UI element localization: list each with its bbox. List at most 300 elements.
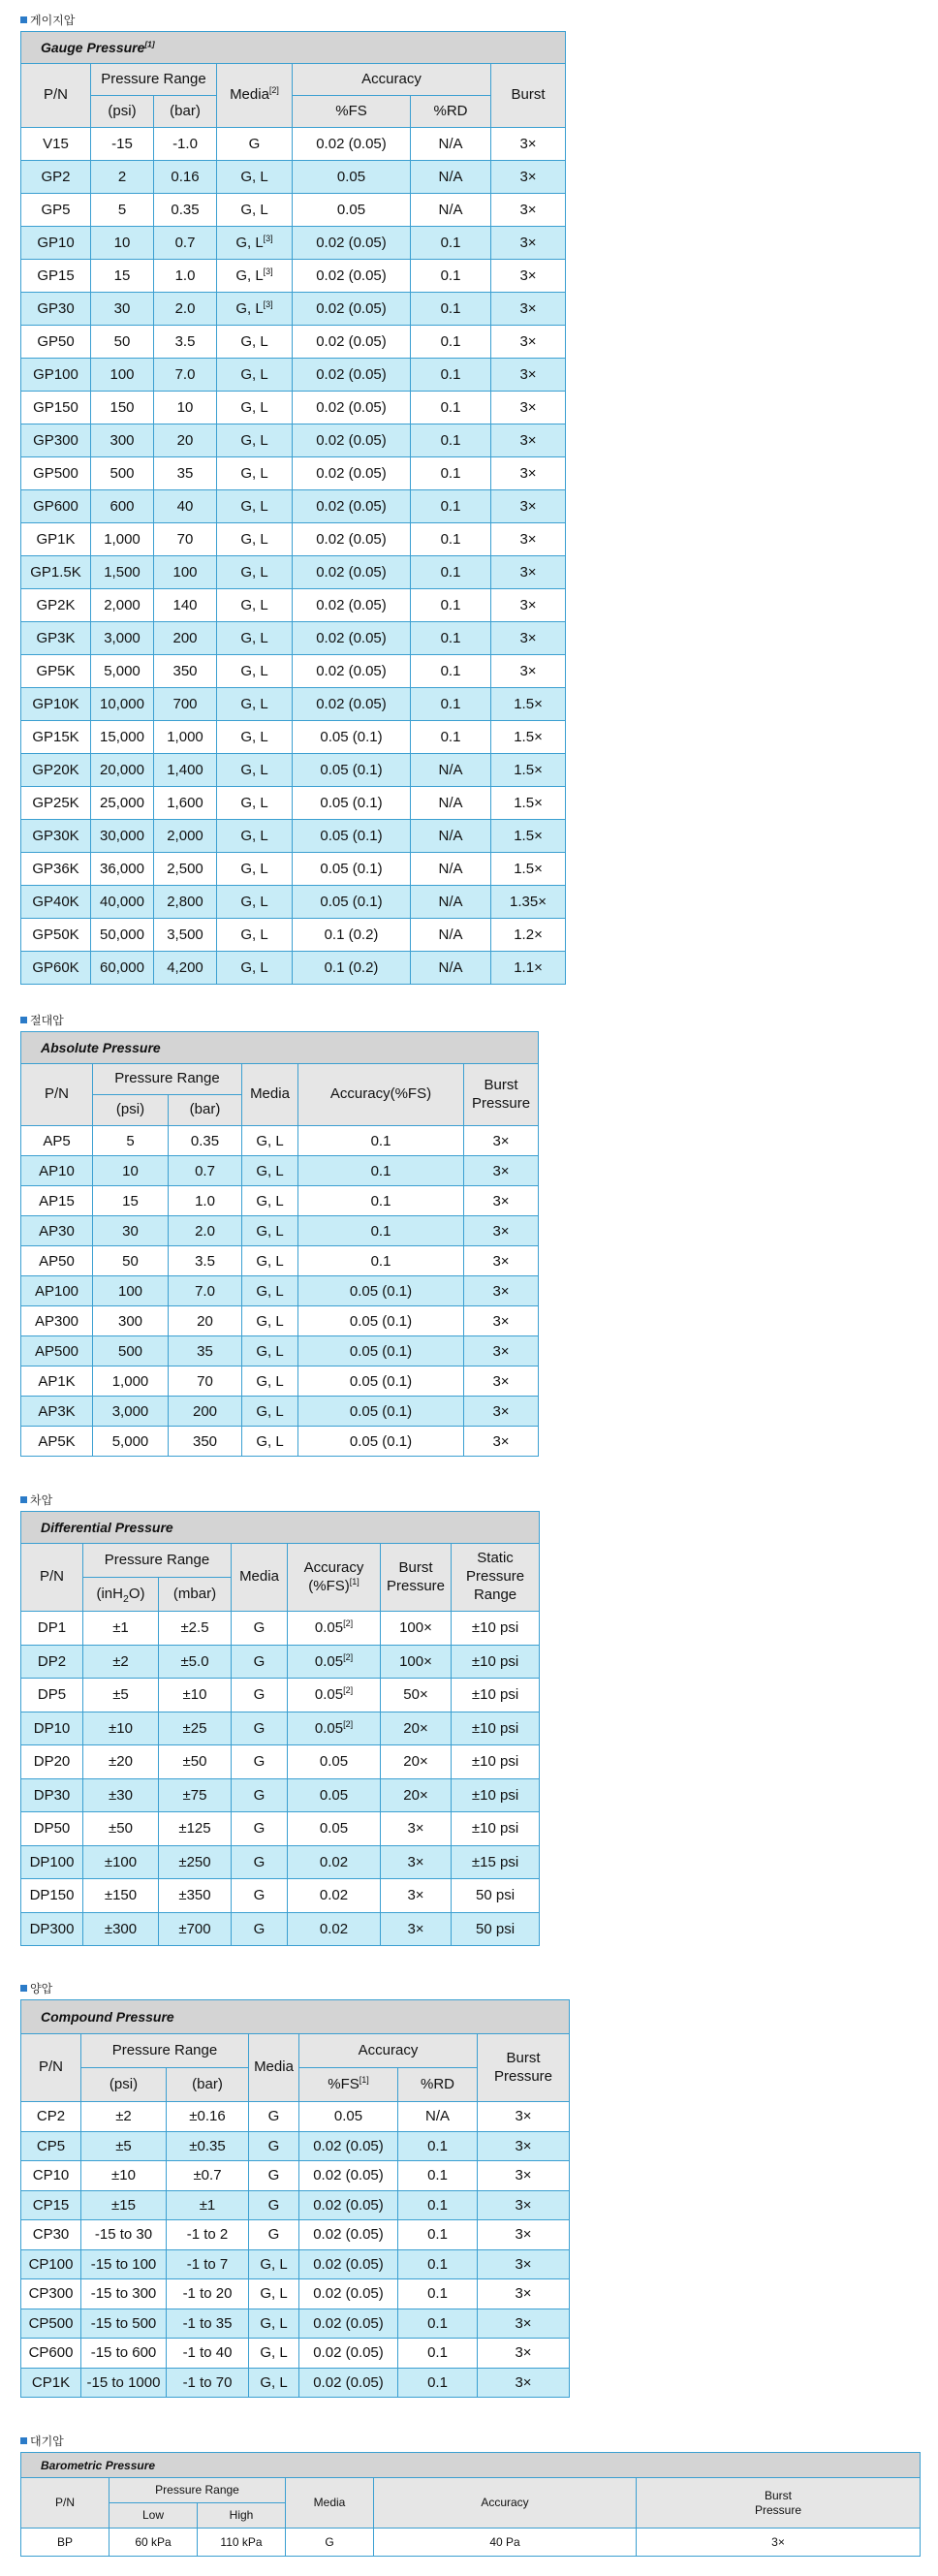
cell-media: G, L: [217, 392, 293, 424]
table-row: [21, 1156, 539, 1186]
cell-psi: -15 to 600: [81, 2339, 167, 2369]
cell-inh2o: ±30: [83, 1778, 159, 1812]
compound-pressure-table: [20, 1999, 570, 2398]
cell-bar: 2,800: [154, 886, 217, 919]
table-row: [21, 359, 566, 392]
cell-psi: 3,000: [91, 622, 154, 655]
cell-psi: 30,000: [91, 820, 154, 853]
header-accuracy: Accuracy: [293, 64, 491, 96]
table-row: [21, 424, 566, 457]
table-row: [21, 688, 566, 721]
cell-inh2o: ±50: [83, 1812, 159, 1846]
header-rd: %RD: [411, 96, 491, 128]
table-row: [21, 1186, 539, 1216]
cell-psi: ±15: [81, 2190, 167, 2220]
cell-burst: 100×: [381, 1612, 452, 1646]
cell-fs: 0.05 (0.1): [293, 886, 411, 919]
table-row: [21, 1276, 539, 1306]
cell-media: G, L: [242, 1367, 298, 1397]
cell-rd: N/A: [411, 886, 491, 919]
cell-rd: 0.1: [398, 2161, 478, 2191]
section-label-compound: [20, 1980, 52, 1996]
table-row: [21, 655, 566, 688]
cell-fs: 0.1 (0.2): [293, 919, 411, 952]
cell-pn: GP5K: [21, 655, 91, 688]
cell-bar: 20: [154, 424, 217, 457]
cell-psi: 40,000: [91, 886, 154, 919]
cell-psi: 10,000: [91, 688, 154, 721]
cell-acc: 0.1: [298, 1186, 464, 1216]
cell-pn: AP3K: [21, 1397, 93, 1427]
cell-media: G, L: [249, 2249, 299, 2279]
cell-rd: N/A: [411, 754, 491, 787]
cell-psi: 500: [93, 1336, 169, 1367]
cell-acc: 0.05[2]: [288, 1612, 381, 1646]
cell-rd: 0.1: [411, 359, 491, 392]
cell-bar: 35: [154, 457, 217, 490]
cell-fs: 0.02 (0.05): [299, 2309, 398, 2339]
cell-bar: 0.35: [154, 194, 217, 227]
header-pn: P/N: [21, 1064, 93, 1126]
cell-media: G, L: [217, 886, 293, 919]
cell-static: ±10 psi: [452, 1745, 540, 1779]
section-label-barometric: [20, 2433, 64, 2449]
cell-fs: 0.02 (0.05): [299, 2368, 398, 2398]
cell-burst: 3×: [464, 1427, 539, 1457]
header-accuracy: Accuracy: [299, 2034, 478, 2068]
cell-pn: GP5: [21, 194, 91, 227]
cell-burst: 3×: [381, 1845, 452, 1879]
cell-pn: GP600: [21, 490, 91, 523]
table-row: [21, 721, 566, 754]
cell-mbar: ±2.5: [159, 1612, 232, 1646]
header-mbar: (mbar): [159, 1578, 232, 1612]
cell-pn: CP600: [21, 2339, 81, 2369]
header-psi: (psi): [81, 2068, 167, 2102]
header-burst-pressure: Burst Pressure: [478, 2034, 570, 2102]
cell-media: G, L: [217, 622, 293, 655]
section-label-absolute: [20, 1012, 64, 1028]
cell-pn: GP20K: [21, 754, 91, 787]
cell-rd: N/A: [411, 853, 491, 886]
cell-fs: 0.05 (0.1): [293, 820, 411, 853]
cell-fs: 0.02 (0.05): [293, 688, 411, 721]
cell-burst: 3×: [464, 1306, 539, 1336]
section-label-text: 양압: [30, 1982, 53, 1995]
cell-burst: 3×: [491, 293, 566, 326]
cell-rd: 0.1: [398, 2309, 478, 2339]
cell-fs: 0.02 (0.05): [293, 359, 411, 392]
cell-fs: 0.02 (0.05): [293, 490, 411, 523]
header-media: Media: [232, 1544, 288, 1612]
cell-pn: GP2: [21, 161, 91, 194]
cell-burst: 1.1×: [491, 952, 566, 985]
cell-bar: 2.0: [154, 293, 217, 326]
cell-psi: 5: [93, 1126, 169, 1156]
cell-static: 50 psi: [452, 1879, 540, 1913]
cell-pn: DP50: [21, 1812, 83, 1846]
cell-burst: 20×: [381, 1778, 452, 1812]
cell-pn: V15: [21, 128, 91, 161]
section-label-differential: [20, 1492, 52, 1508]
cell-rd: 0.1: [398, 2249, 478, 2279]
cell-rd: 0.1: [398, 2368, 478, 2398]
bullet-square-icon: [20, 1985, 27, 1992]
cell-psi: ±10: [81, 2161, 167, 2191]
cell-psi: 5: [91, 194, 154, 227]
header-pn: P/N: [21, 64, 91, 128]
table-row: [21, 293, 566, 326]
cell-acc: 0.05[2]: [288, 1645, 381, 1679]
cell-media: G: [232, 1812, 288, 1846]
table-row: [21, 1745, 540, 1779]
cell-pn: AP10: [21, 1156, 93, 1186]
cell-media: G, L: [217, 490, 293, 523]
cell-bar: 1,600: [154, 787, 217, 820]
cell-pn: GP1.5K: [21, 556, 91, 589]
cell-inh2o: ±100: [83, 1845, 159, 1879]
table-row: [21, 589, 566, 622]
cell-acc: 0.05 (0.1): [298, 1336, 464, 1367]
cell-acc: 0.05: [288, 1745, 381, 1779]
cell-pn: DP300: [21, 1912, 83, 1946]
table-row: [21, 820, 566, 853]
cell-pn: DP20: [21, 1745, 83, 1779]
header-media: Media: [242, 1064, 298, 1126]
cell-burst: 3×: [491, 194, 566, 227]
cell-psi: 3,000: [93, 1397, 169, 1427]
cell-mbar: ±250: [159, 1845, 232, 1879]
table-row: [21, 128, 566, 161]
cell-pn: DP2: [21, 1645, 83, 1679]
cell-acc: 0.05 (0.1): [298, 1427, 464, 1457]
cell-rd: N/A: [411, 161, 491, 194]
cell-pn: AP30: [21, 1216, 93, 1246]
cell-fs: 0.02 (0.05): [293, 589, 411, 622]
cell-media: G: [232, 1879, 288, 1913]
cell-fs: 0.02 (0.05): [293, 392, 411, 424]
cell-rd: 0.1: [398, 2279, 478, 2309]
cell-psi: 300: [91, 424, 154, 457]
cell-bar: -1 to 2: [167, 2220, 249, 2250]
bullet-square-icon: [20, 1496, 27, 1503]
cell-inh2o: ±300: [83, 1912, 159, 1946]
table-caption: Gauge Pressure[1]: [21, 32, 566, 64]
cell-pn: GP300: [21, 424, 91, 457]
header-media: Media: [286, 2478, 374, 2529]
header-fs: %FS: [293, 96, 411, 128]
cell-bar: 1.0: [169, 1186, 242, 1216]
barometric-pressure-table: [20, 2452, 921, 2557]
cell-burst: 3×: [478, 2279, 570, 2309]
cell-bar: 350: [169, 1427, 242, 1457]
header-bar: (bar): [154, 96, 217, 128]
table-row: [21, 1397, 539, 1427]
cell-mbar: ±75: [159, 1778, 232, 1812]
cell-burst: 3×: [491, 359, 566, 392]
cell-acc: 0.1: [298, 1216, 464, 1246]
cell-media: G, L: [249, 2279, 299, 2309]
cell-bar: 0.7: [169, 1156, 242, 1186]
cell-psi: 10: [93, 1156, 169, 1186]
cell-acc: 0.05: [288, 1778, 381, 1812]
cell-pn: DP5: [21, 1679, 83, 1712]
table-row: [21, 919, 566, 952]
cell-bar: 1,000: [154, 721, 217, 754]
table-row: [21, 1126, 539, 1156]
cell-bar: 10: [154, 392, 217, 424]
table-row: [21, 1645, 540, 1679]
cell-psi: 2,000: [91, 589, 154, 622]
table-row: [21, 227, 566, 260]
cell-media: G, L: [217, 853, 293, 886]
header-pn: P/N: [21, 2034, 81, 2102]
cell-media: G, L: [249, 2339, 299, 2369]
table-caption: Absolute Pressure: [21, 1032, 539, 1064]
table-row: [21, 1216, 539, 1246]
table-row: [21, 556, 566, 589]
cell-psi: 15,000: [91, 721, 154, 754]
header-static-pressure-range: Static Pressure Range: [452, 1544, 540, 1612]
cell-burst: 3×: [478, 2339, 570, 2369]
cell-media: G, L: [242, 1156, 298, 1186]
cell-burst: 3×: [491, 260, 566, 293]
cell-psi: 10: [91, 227, 154, 260]
cell-fs: 0.02 (0.05): [293, 293, 411, 326]
cell-bar: -1 to 20: [167, 2279, 249, 2309]
cell-media: G: [232, 1712, 288, 1745]
cell-fs: 0.02 (0.05): [299, 2339, 398, 2369]
cell-fs: 0.02 (0.05): [293, 523, 411, 556]
cell-media: G, L: [249, 2309, 299, 2339]
gauge-pressure-table: [20, 31, 566, 985]
cell-acc: 0.05 (0.1): [298, 1276, 464, 1306]
header-pressure-range: Pressure Range: [81, 2034, 249, 2068]
cell-bar: 200: [154, 622, 217, 655]
cell-rd: 0.1: [411, 457, 491, 490]
cell-burst: 3×: [478, 2249, 570, 2279]
cell-pn: AP300: [21, 1306, 93, 1336]
cell-bar: 7.0: [169, 1276, 242, 1306]
table-row: [21, 2339, 570, 2369]
cell-bar: -1 to 40: [167, 2339, 249, 2369]
table-row: [21, 392, 566, 424]
table-row: [21, 2161, 570, 2191]
cell-burst: 3×: [381, 1912, 452, 1946]
table-caption: Compound Pressure: [21, 2000, 570, 2034]
cell-media: G, L: [217, 424, 293, 457]
cell-pn: DP1: [21, 1612, 83, 1646]
cell-media: G: [232, 1745, 288, 1779]
cell-bar: 2,500: [154, 853, 217, 886]
cell-burst: 3×: [637, 2529, 921, 2557]
cell-media: G, L: [242, 1186, 298, 1216]
header-high: High: [198, 2503, 286, 2529]
cell-rd: N/A: [411, 820, 491, 853]
cell-pn: CP2: [21, 2102, 81, 2132]
cell-burst: 1.35×: [491, 886, 566, 919]
cell-pn: GP50: [21, 326, 91, 359]
cell-fs: 0.02 (0.05): [293, 227, 411, 260]
header-accuracy: Accuracy: [374, 2478, 637, 2529]
cell-burst: 3×: [478, 2131, 570, 2161]
cell-rd: N/A: [398, 2102, 478, 2132]
cell-media: G: [232, 1845, 288, 1879]
cell-fs: 0.02 (0.05): [293, 424, 411, 457]
cell-pn: GP150: [21, 392, 91, 424]
cell-pn: CP300: [21, 2279, 81, 2309]
cell-burst: 3×: [491, 556, 566, 589]
cell-rd: 0.1: [411, 392, 491, 424]
cell-burst: 1.5×: [491, 688, 566, 721]
cell-inh2o: ±5: [83, 1679, 159, 1712]
cell-media: G: [232, 1645, 288, 1679]
table-caption: Differential Pressure: [21, 1512, 540, 1544]
cell-rd: 0.1: [411, 293, 491, 326]
section-label-text: 절대압: [30, 1014, 64, 1027]
cell-psi: -15 to 300: [81, 2279, 167, 2309]
cell-burst: 3×: [491, 161, 566, 194]
cell-psi: 5,000: [91, 655, 154, 688]
cell-pn: AP500: [21, 1336, 93, 1367]
cell-bar: 200: [169, 1397, 242, 1427]
cell-acc: 0.1: [298, 1126, 464, 1156]
header-low: Low: [109, 2503, 198, 2529]
cell-acc: 0.05 (0.1): [298, 1367, 464, 1397]
cell-burst: 3×: [464, 1397, 539, 1427]
cell-acc: 0.05[2]: [288, 1712, 381, 1745]
cell-pn: GP500: [21, 457, 91, 490]
cell-fs: 0.02 (0.05): [299, 2249, 398, 2279]
cell-fs: 0.02 (0.05): [293, 457, 411, 490]
cell-burst: 3×: [491, 589, 566, 622]
cell-rd: N/A: [411, 919, 491, 952]
cell-pn: CP100: [21, 2249, 81, 2279]
cell-pn: GP30K: [21, 820, 91, 853]
header-media: Media[2]: [217, 64, 293, 128]
cell-acc: 0.05 (0.1): [298, 1397, 464, 1427]
header-burst-pressure: Burst Pressure: [381, 1544, 452, 1612]
bullet-square-icon: [20, 1017, 27, 1023]
cell-bar: 700: [154, 688, 217, 721]
cell-media: G: [232, 1679, 288, 1712]
cell-psi: 5,000: [93, 1427, 169, 1457]
absolute-pressure-table: [20, 1031, 539, 1457]
cell-media: G, L: [217, 919, 293, 952]
cell-media: G, L: [249, 2368, 299, 2398]
cell-pn: GP40K: [21, 886, 91, 919]
cell-media: G, L: [242, 1216, 298, 1246]
table-row: [21, 260, 566, 293]
table-row: [21, 1845, 540, 1879]
cell-static: 50 psi: [452, 1912, 540, 1946]
cell-inh2o: ±20: [83, 1745, 159, 1779]
header-rd: %RD: [398, 2068, 478, 2102]
cell-burst: 3×: [491, 490, 566, 523]
cell-rd: 0.1: [411, 589, 491, 622]
cell-media: G, L: [217, 523, 293, 556]
section-label-gauge: [20, 12, 75, 28]
cell-psi: 30: [93, 1216, 169, 1246]
cell-pn: DP10: [21, 1712, 83, 1745]
table-row: [21, 2220, 570, 2250]
cell-bar: ±0.7: [167, 2161, 249, 2191]
cell-pn: AP100: [21, 1276, 93, 1306]
cell-bar: 1.0: [154, 260, 217, 293]
cell-psi: -15: [91, 128, 154, 161]
cell-bar: 7.0: [154, 359, 217, 392]
cell-bar: 2.0: [169, 1216, 242, 1246]
cell-burst: 3×: [464, 1336, 539, 1367]
table-row: [21, 161, 566, 194]
cell-mbar: ±50: [159, 1745, 232, 1779]
cell-rd: N/A: [411, 128, 491, 161]
cell-burst: 3×: [464, 1126, 539, 1156]
cell-psi: 1,500: [91, 556, 154, 589]
cell-pn: AP15: [21, 1186, 93, 1216]
cell-mbar: ±350: [159, 1879, 232, 1913]
cell-fs: 0.02 (0.05): [293, 556, 411, 589]
cell-burst: 1.5×: [491, 721, 566, 754]
cell-burst: 3×: [491, 392, 566, 424]
header-pn: P/N: [21, 1544, 83, 1612]
cell-psi: 60,000: [91, 952, 154, 985]
section-label-text: 게이지압: [30, 14, 76, 27]
cell-rd: 0.1: [411, 688, 491, 721]
cell-rd: 0.1: [411, 260, 491, 293]
cell-media: G, L: [217, 787, 293, 820]
differential-pressure-table: [20, 1511, 540, 1946]
cell-bar: ±0.35: [167, 2131, 249, 2161]
header-bar: (bar): [167, 2068, 249, 2102]
cell-bar: 140: [154, 589, 217, 622]
cell-pn: GP10: [21, 227, 91, 260]
cell-burst: 3×: [491, 523, 566, 556]
table-row: [21, 886, 566, 919]
header-psi: (psi): [93, 1095, 169, 1126]
cell-psi: 15: [91, 260, 154, 293]
cell-rd: 0.1: [398, 2339, 478, 2369]
cell-acc: 0.05: [288, 1812, 381, 1846]
cell-media: G: [286, 2529, 374, 2557]
cell-burst: 50×: [381, 1679, 452, 1712]
cell-pn: GP50K: [21, 919, 91, 952]
section-label-text: 차압: [30, 1493, 53, 1507]
cell-burst: 1.2×: [491, 919, 566, 952]
cell-pn: GP100: [21, 359, 91, 392]
cell-psi: ±2: [81, 2102, 167, 2132]
cell-pn: GP10K: [21, 688, 91, 721]
cell-rd: 0.1: [411, 523, 491, 556]
cell-media: G, L: [217, 721, 293, 754]
table-row: [21, 2368, 570, 2398]
cell-acc: 0.05[2]: [288, 1679, 381, 1712]
table-row: [21, 2279, 570, 2309]
table-row: [21, 457, 566, 490]
cell-bar: 35: [169, 1336, 242, 1367]
table-row: [21, 787, 566, 820]
cell-psi: 50: [93, 1246, 169, 1276]
cell-psi: 300: [93, 1306, 169, 1336]
table-row: [21, 1612, 540, 1646]
cell-pn: GP2K: [21, 589, 91, 622]
table-row: [21, 2131, 570, 2161]
cell-bar: -1 to 35: [167, 2309, 249, 2339]
cell-fs: 0.02 (0.05): [293, 655, 411, 688]
cell-acc: 0.05 (0.1): [298, 1306, 464, 1336]
table-row: [21, 622, 566, 655]
cell-media: G, L: [242, 1427, 298, 1457]
